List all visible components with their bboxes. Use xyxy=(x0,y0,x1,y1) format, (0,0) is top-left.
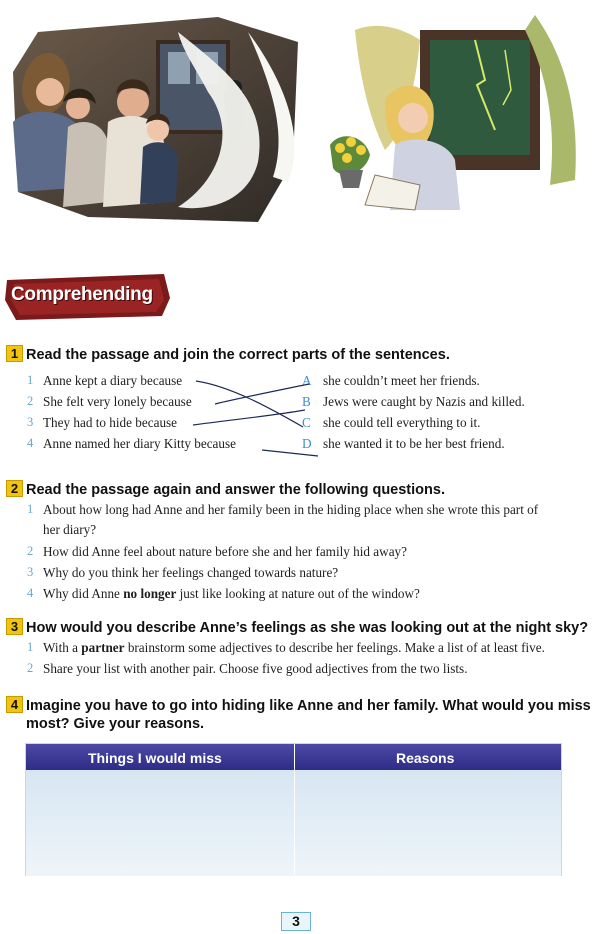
q2-item-3-number: 3 xyxy=(27,565,34,579)
q3-item-2: Share your list with another pair. Choose five good adjectives from the two lists. xyxy=(43,661,468,676)
q1-item-2-number: 2 xyxy=(27,394,34,408)
q1-item-1-number: 1 xyxy=(27,373,34,387)
question-3-text: How would you describe Anne’s feelings as she was looking out at the night sky? xyxy=(26,620,589,636)
question-2-heading xyxy=(6,480,445,498)
q1-left-2: She felt very lonely because xyxy=(43,394,192,409)
question-3-heading xyxy=(6,618,588,636)
q3-item-2-number: 2 xyxy=(27,661,34,675)
q1-letter-a: A xyxy=(302,373,312,388)
q2-item-4-post: just like looking at nature out of the window? xyxy=(176,586,420,601)
question-4-text-line1: Imagine you have to go into hiding like Anne and her family. What would you miss xyxy=(26,698,591,714)
q2-item-1-line2: her diary? xyxy=(43,522,97,537)
q2-item-4-pre: Why did Anne xyxy=(43,586,124,601)
q2-item-4-number: 4 xyxy=(27,586,34,600)
q1-right-d: she wanted it to be her best friend. xyxy=(323,436,505,451)
q1-item-3-number: 3 xyxy=(27,415,34,429)
q1-right-c: she could tell everything to it. xyxy=(323,415,481,430)
q3-item-1-bold: partner xyxy=(81,640,125,655)
q3-item-1-post: brainstorm some adjectives to describe her feelings. Make a list of at least five. xyxy=(124,640,545,655)
anne-window-illustration xyxy=(325,10,593,222)
q2-item-2: How did Anne feel about nature before she and her family hid away? xyxy=(43,544,407,559)
q3-item-1-number: 1 xyxy=(27,640,34,654)
q2-item-2-number: 2 xyxy=(27,544,34,558)
question-2-number: 2 xyxy=(6,480,23,497)
table-column-divider xyxy=(294,744,295,875)
question-1-number: 1 xyxy=(6,345,23,362)
question-2-text: Read the passage again and answer the following questions. xyxy=(26,482,445,498)
q2-item-1-number: 1 xyxy=(27,502,34,516)
q1-letter-b: B xyxy=(302,394,311,409)
q1-item-4-number: 4 xyxy=(27,436,34,450)
q2-item-1-line1: About how long had Anne and her family been in the hiding place when she wrote this part of xyxy=(43,502,539,517)
question-1-text: Read the passage and join the correct parts of the sentences. xyxy=(26,347,450,363)
table-header-things: Things I would miss xyxy=(88,750,222,766)
q2-item-3: Why do you think her feelings changed towards nature? xyxy=(43,565,339,580)
q1-left-4: Anne named her diary Kitty because xyxy=(43,436,236,451)
answer-table xyxy=(25,743,562,876)
q1-letter-d: D xyxy=(302,436,312,451)
match-line-2 xyxy=(215,384,309,404)
question-1-heading xyxy=(6,345,450,363)
q1-right-b: Jews were caught by Nazis and killed. xyxy=(323,394,525,409)
question-4-heading-line2: most? Give your reasons. xyxy=(26,716,205,732)
q2-item-4 xyxy=(43,586,420,602)
question-3-number: 3 xyxy=(6,618,23,635)
q1-letter-c: C xyxy=(302,415,311,430)
question-4-number: 4 xyxy=(6,696,23,713)
q1-left-3: They had to hide because xyxy=(43,415,178,430)
match-line-1 xyxy=(196,381,303,427)
question-4-heading xyxy=(6,696,591,714)
q3-item-1-pre: With a xyxy=(43,640,82,655)
q2-item-4-bold: no longer xyxy=(123,586,177,601)
q3-item-1 xyxy=(43,640,545,656)
section-title: Comprehending xyxy=(11,284,153,305)
page-number: 3 xyxy=(281,912,311,931)
family-hiding-illustration xyxy=(8,12,308,230)
q1-right-a: she couldn’t meet her friends. xyxy=(323,373,480,388)
match-line-3 xyxy=(193,410,305,425)
q1-left-1: Anne kept a diary because xyxy=(43,373,183,388)
table-header-reasons: Reasons xyxy=(396,750,455,766)
